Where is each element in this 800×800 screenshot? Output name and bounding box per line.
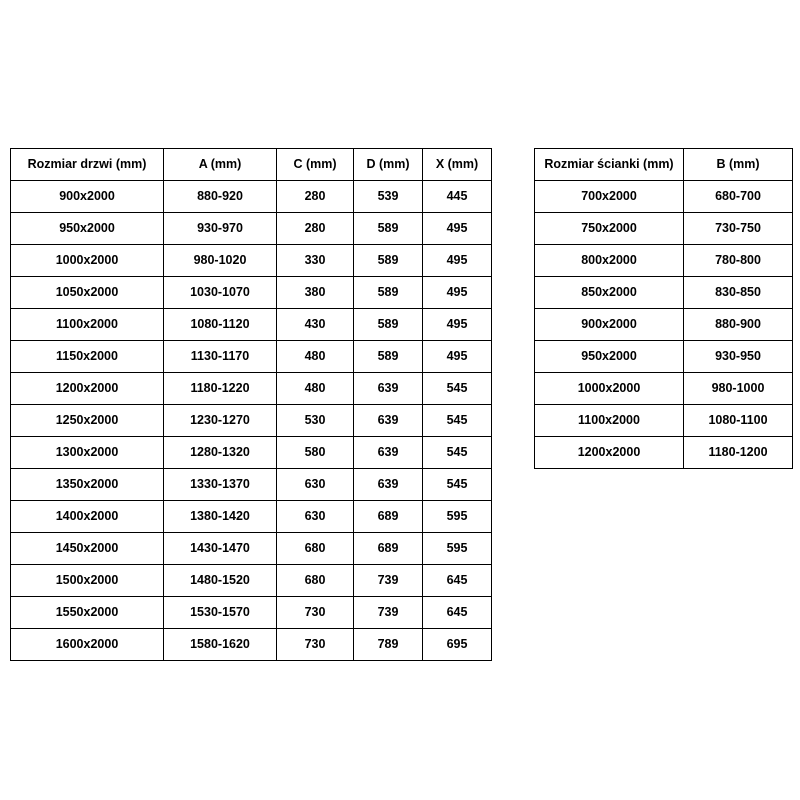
cell-wall-size: 950x2000 [535, 341, 684, 373]
table-row [11, 245, 492, 277]
cell-a: 980-1020 [164, 245, 277, 277]
cell-d: 589 [354, 245, 423, 277]
cell-door-size: 1500x2000 [11, 565, 164, 597]
cell-a: 1580-1620 [164, 629, 277, 661]
cell-a: 1030-1070 [164, 277, 277, 309]
column-header-b: B (mm) [684, 149, 793, 181]
cell-b: 680-700 [684, 181, 793, 213]
cell-c: 330 [277, 245, 354, 277]
cell-c: 280 [277, 213, 354, 245]
cell-b: 1180-1200 [684, 437, 793, 469]
wall-size-table-header [535, 149, 793, 181]
cell-a: 1380-1420 [164, 501, 277, 533]
cell-x: 545 [423, 405, 492, 437]
column-header-door-size: Rozmiar drzwi (mm) [11, 149, 164, 181]
column-header-a: A (mm) [164, 149, 277, 181]
cell-a: 1080-1120 [164, 309, 277, 341]
cell-c: 680 [277, 565, 354, 597]
cell-a: 1530-1570 [164, 597, 277, 629]
cell-d: 639 [354, 405, 423, 437]
cell-x: 645 [423, 597, 492, 629]
cell-c: 630 [277, 469, 354, 501]
cell-a: 1330-1370 [164, 469, 277, 501]
cell-door-size: 1100x2000 [11, 309, 164, 341]
table-row [11, 437, 492, 469]
cell-c: 730 [277, 629, 354, 661]
cell-b: 780-800 [684, 245, 793, 277]
table-row [11, 277, 492, 309]
column-header-d: D (mm) [354, 149, 423, 181]
door-size-table-body [11, 181, 492, 661]
table-row [11, 341, 492, 373]
cell-wall-size: 750x2000 [535, 213, 684, 245]
cell-x: 495 [423, 213, 492, 245]
cell-x: 495 [423, 245, 492, 277]
cell-a: 930-970 [164, 213, 277, 245]
cell-a: 1480-1520 [164, 565, 277, 597]
cell-door-size: 1200x2000 [11, 373, 164, 405]
cell-c: 680 [277, 533, 354, 565]
cell-door-size: 1250x2000 [11, 405, 164, 437]
table-row [11, 597, 492, 629]
table-row [535, 277, 793, 309]
cell-d: 739 [354, 597, 423, 629]
cell-c: 630 [277, 501, 354, 533]
cell-c: 480 [277, 373, 354, 405]
cell-d: 539 [354, 181, 423, 213]
cell-c: 580 [277, 437, 354, 469]
cell-door-size: 1300x2000 [11, 437, 164, 469]
table-row [535, 245, 793, 277]
cell-d: 639 [354, 373, 423, 405]
cell-x: 495 [423, 277, 492, 309]
wall-size-table [534, 148, 793, 469]
table-row [535, 309, 793, 341]
cell-b: 880-900 [684, 309, 793, 341]
cell-a: 1130-1170 [164, 341, 277, 373]
table-row [11, 533, 492, 565]
cell-wall-size: 1100x2000 [535, 405, 684, 437]
cell-door-size: 1450x2000 [11, 533, 164, 565]
cell-c: 480 [277, 341, 354, 373]
table-row [535, 341, 793, 373]
cell-wall-size: 1200x2000 [535, 437, 684, 469]
cell-a: 1180-1220 [164, 373, 277, 405]
table-row [11, 565, 492, 597]
cell-a: 880-920 [164, 181, 277, 213]
table-header-row [535, 149, 793, 181]
table-row [535, 181, 793, 213]
cell-x: 595 [423, 533, 492, 565]
cell-x: 495 [423, 309, 492, 341]
cell-door-size: 1600x2000 [11, 629, 164, 661]
cell-x: 495 [423, 341, 492, 373]
cell-d: 689 [354, 533, 423, 565]
cell-d: 589 [354, 213, 423, 245]
cell-d: 589 [354, 341, 423, 373]
cell-x: 545 [423, 469, 492, 501]
cell-d: 689 [354, 501, 423, 533]
cell-wall-size: 700x2000 [535, 181, 684, 213]
column-header-wall-size: Rozmiar ścianki (mm) [535, 149, 684, 181]
cell-wall-size: 800x2000 [535, 245, 684, 277]
cell-x: 645 [423, 565, 492, 597]
cell-door-size: 900x2000 [11, 181, 164, 213]
table-header-row [11, 149, 492, 181]
cell-d: 589 [354, 277, 423, 309]
cell-d: 739 [354, 565, 423, 597]
cell-x: 545 [423, 437, 492, 469]
cell-c: 280 [277, 181, 354, 213]
cell-b: 1080-1100 [684, 405, 793, 437]
cell-b: 830-850 [684, 277, 793, 309]
cell-door-size: 1350x2000 [11, 469, 164, 501]
door-size-table [10, 148, 492, 661]
door-size-table-header [11, 149, 492, 181]
cell-d: 589 [354, 309, 423, 341]
cell-door-size: 950x2000 [11, 213, 164, 245]
cell-door-size: 1050x2000 [11, 277, 164, 309]
table-row [11, 629, 492, 661]
cell-d: 639 [354, 469, 423, 501]
cell-b: 930-950 [684, 341, 793, 373]
column-header-c: C (mm) [277, 149, 354, 181]
table-row [535, 437, 793, 469]
cell-c: 380 [277, 277, 354, 309]
table-row [535, 213, 793, 245]
cell-a: 1230-1270 [164, 405, 277, 437]
cell-b: 980-1000 [684, 373, 793, 405]
cell-d: 789 [354, 629, 423, 661]
cell-door-size: 1150x2000 [11, 341, 164, 373]
column-header-x: X (mm) [423, 149, 492, 181]
table-row [11, 181, 492, 213]
table-row [11, 373, 492, 405]
cell-a: 1280-1320 [164, 437, 277, 469]
cell-d: 639 [354, 437, 423, 469]
table-row [11, 405, 492, 437]
table-row [535, 405, 793, 437]
wall-size-table-body [535, 181, 793, 469]
cell-door-size: 1550x2000 [11, 597, 164, 629]
table-row [11, 213, 492, 245]
cell-c: 530 [277, 405, 354, 437]
table-row [11, 501, 492, 533]
cell-wall-size: 850x2000 [535, 277, 684, 309]
table-row [535, 373, 793, 405]
cell-wall-size: 900x2000 [535, 309, 684, 341]
cell-a: 1430-1470 [164, 533, 277, 565]
table-row [11, 469, 492, 501]
cell-x: 545 [423, 373, 492, 405]
cell-c: 730 [277, 597, 354, 629]
cell-wall-size: 1000x2000 [535, 373, 684, 405]
cell-x: 595 [423, 501, 492, 533]
cell-door-size: 1000x2000 [11, 245, 164, 277]
cell-door-size: 1400x2000 [11, 501, 164, 533]
cell-c: 430 [277, 309, 354, 341]
cell-b: 730-750 [684, 213, 793, 245]
table-row [11, 309, 492, 341]
cell-x: 445 [423, 181, 492, 213]
cell-x: 695 [423, 629, 492, 661]
